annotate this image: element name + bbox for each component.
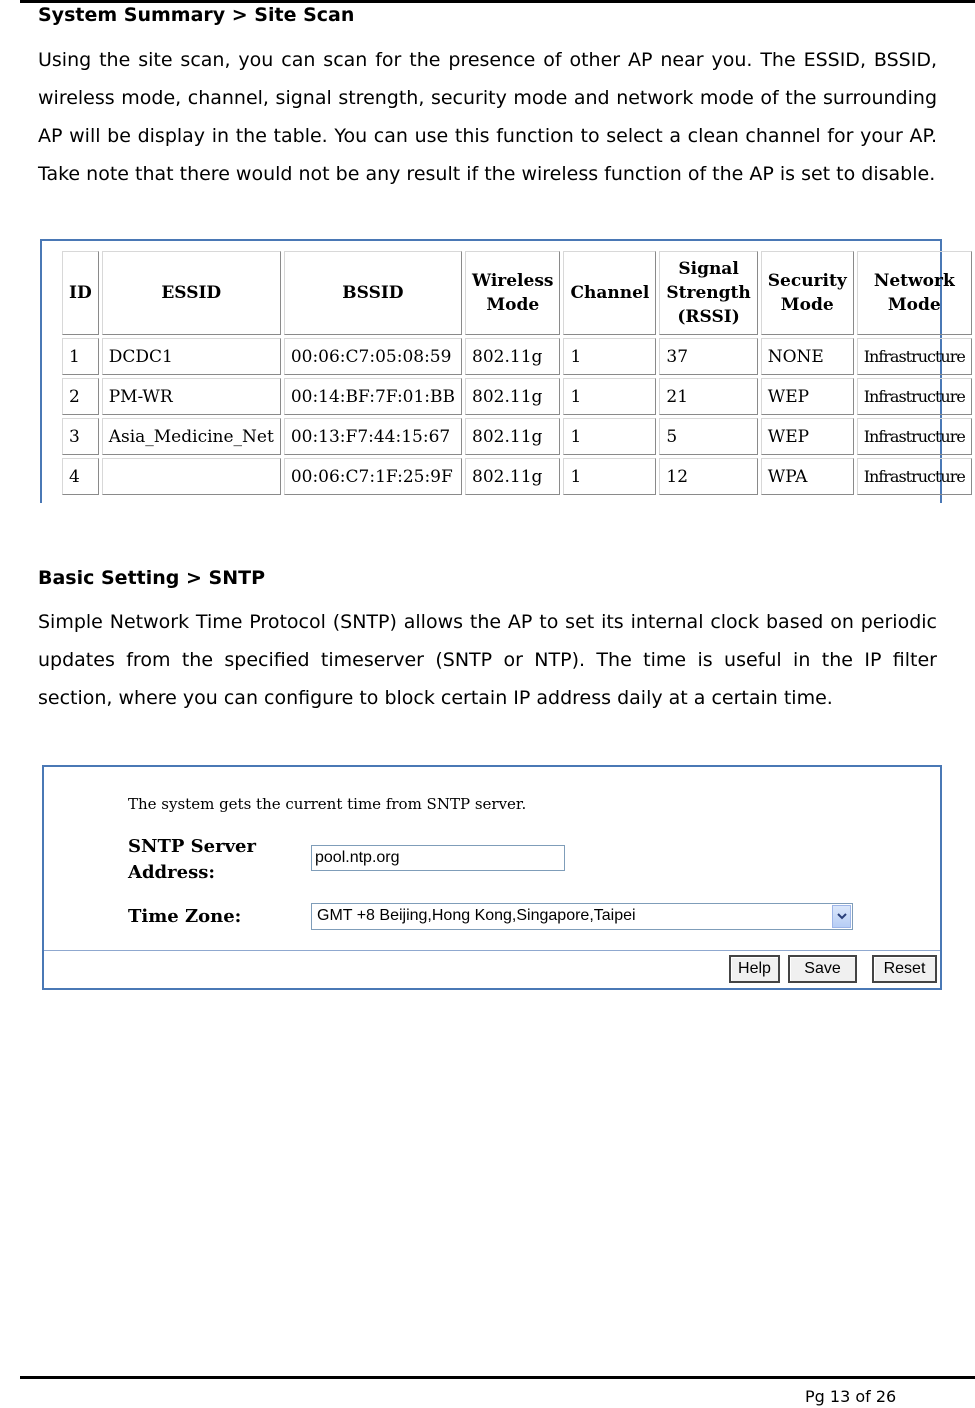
chevron-down-icon-glyph: [837, 913, 847, 920]
cell-security-mode: NONE: [761, 338, 854, 375]
table-row: [62, 378, 972, 415]
panel-divider: [44, 950, 940, 951]
chevron-down-icon[interactable]: [832, 905, 851, 928]
time-zone-value: GMT +8 Beijing,Hong Kong,Singapore,Taipei: [317, 907, 636, 924]
cell-network-mode: Infrastructure: [857, 378, 972, 415]
site-scan-screenshot: [40, 239, 965, 503]
cell-security-mode: WPA: [761, 458, 854, 495]
column-header-network-mode: Network Mode: [857, 251, 972, 335]
cell-network-mode: Infrastructure: [857, 338, 972, 375]
page-number: Pg 13 of 26: [805, 1387, 897, 1406]
site-scan-paragraph: Using the site scan, you can scan for the presence of other AP near you. The ESSID, BSSID, wireless mode, channel, signal strength, security mode and network mode of the surrounding AP will be display in the table. You can use this function to select a clean channel for your AP. Take note that there would not be any result if the wireless function of the AP is set to disable.: [38, 49, 937, 185]
cell-wireless-mode: 802.11g: [465, 458, 560, 495]
top-rule: [20, 0, 975, 3]
cell-channel: 1: [563, 458, 656, 495]
cell-bssid: 00:13:F7:44:15:67: [284, 418, 462, 455]
table-row: [62, 418, 972, 455]
cell-id: 4: [62, 458, 99, 495]
cell-channel: 1: [563, 418, 656, 455]
cell-channel: 1: [563, 378, 656, 415]
column-header-id: ID: [62, 251, 99, 335]
cell-wireless-mode: 802.11g: [465, 378, 560, 415]
cell-channel: 1: [563, 338, 656, 375]
cell-security-mode: WEP: [761, 378, 854, 415]
reset-button[interactable]: Reset: [872, 955, 937, 983]
cell-wireless-mode: 802.11g: [465, 338, 560, 375]
column-header-bssid: BSSID: [284, 251, 462, 335]
cell-id: 1: [62, 338, 99, 375]
sntp-server-input[interactable]: pool.ntp.org: [311, 845, 565, 871]
cell-network-mode: Infrastructure: [857, 418, 972, 455]
sntp-server-label: SNTP Server Address:: [128, 836, 256, 883]
table-row: [62, 458, 972, 495]
site-scan-heading: System Summary > Site Scan: [38, 4, 355, 26]
cell-signal-strength: 37: [659, 338, 757, 375]
cell-bssid: 00:06:C7:1F:25:9F: [284, 458, 462, 495]
cell-security-mode: WEP: [761, 418, 854, 455]
column-header-signal-strength: Signal Strength (RSSI): [659, 251, 757, 335]
cell-id: 3: [62, 418, 99, 455]
cell-id: 2: [62, 378, 99, 415]
help-button[interactable]: Help: [729, 955, 780, 983]
table-row: [62, 338, 972, 375]
site-scan-table: [59, 248, 975, 498]
column-header-channel: Channel: [563, 251, 656, 335]
cell-bssid: 00:14:BF:7F:01:BB: [284, 378, 462, 415]
cell-wireless-mode: 802.11g: [465, 418, 560, 455]
time-zone-label: Time Zone:: [128, 906, 242, 927]
column-header-essid: ESSID: [102, 251, 281, 335]
cell-signal-strength: 12: [659, 458, 757, 495]
time-zone-select[interactable]: [311, 903, 853, 930]
cell-essid: Asia_Medicine_Net: [102, 418, 281, 455]
save-button[interactable]: Save: [788, 955, 857, 983]
sntp-note: The system gets the current time from SNTP server.: [128, 795, 527, 813]
cell-signal-strength: 21: [659, 378, 757, 415]
cell-essid: [102, 458, 281, 495]
table-header-row: [62, 251, 972, 335]
cell-signal-strength: 5: [659, 418, 757, 455]
cell-essid: DCDC1: [102, 338, 281, 375]
cell-essid: PM-WR: [102, 378, 281, 415]
cell-bssid: 00:06:C7:05:08:59: [284, 338, 462, 375]
bottom-rule: [20, 1376, 975, 1379]
column-header-wireless-mode: Wireless Mode: [465, 251, 560, 335]
column-header-security-mode: Security Mode: [761, 251, 854, 335]
sntp-paragraph: Simple Network Time Protocol (SNTP) allows the AP to set its internal clock based on periodic updates from the specified timeserver (SNTP or NTP). The time is useful in the IP filter section, where you can configure to block certain IP address daily at a certain time.: [38, 611, 937, 709]
sntp-heading: Basic Setting > SNTP: [38, 567, 265, 589]
sntp-settings-panel: [42, 765, 942, 990]
cell-network-mode: Infrastructure: [857, 458, 972, 495]
